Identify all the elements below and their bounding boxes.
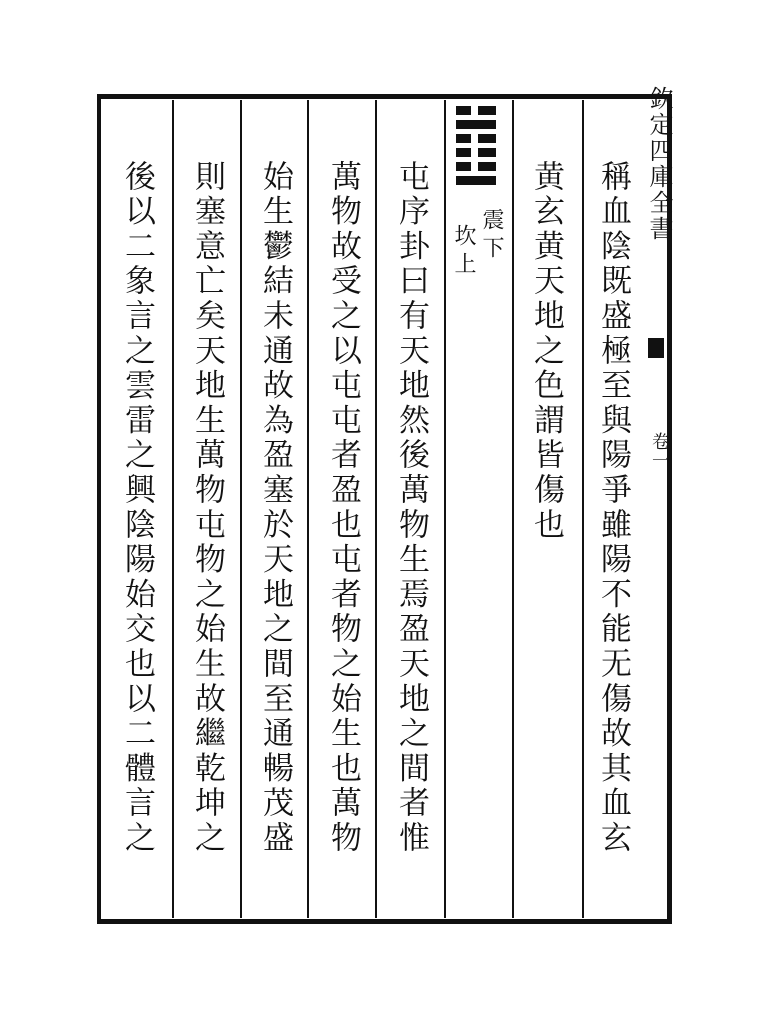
column-rule	[512, 100, 514, 918]
text-column-3: 屯序卦曰有天地然後萬物生焉盈天地之間者惟	[393, 160, 429, 856]
hexagram-upper-label: 坎上	[451, 224, 476, 280]
column-rule	[375, 100, 377, 918]
margin-book-title: 欽定四庫全書	[645, 86, 673, 242]
column-rule	[444, 100, 446, 918]
text-column-2: 黄玄黄天地之色謂皆傷也	[528, 160, 564, 543]
text-column-7: 後以二象言之雲雷之興陰陽始交也以二體言之	[119, 160, 155, 856]
hexagram-symbol-icon	[456, 106, 496, 188]
column-rule	[172, 100, 174, 918]
text-column-6: 則塞意亡矣天地生萬物屯物之始生故繼乾坤之	[189, 160, 225, 856]
column-rule	[582, 100, 584, 918]
hexagram-lower-label: 震下	[479, 208, 504, 264]
margin-juan-number: 卷一	[649, 432, 670, 470]
column-rule	[240, 100, 242, 918]
page-border	[97, 94, 672, 924]
text-column-4: 萬物故受之以屯屯者盈也屯者物之始生也萬物	[325, 160, 361, 856]
column-rule	[307, 100, 309, 918]
text-column-1: 稱血陰既盛極至與陽爭雖陽不能无傷故其血玄	[595, 160, 631, 856]
ink-block-mark	[648, 338, 664, 358]
text-column-5: 始生鬱結未通故為盈塞於天地之間至通暢茂盛	[257, 160, 293, 856]
